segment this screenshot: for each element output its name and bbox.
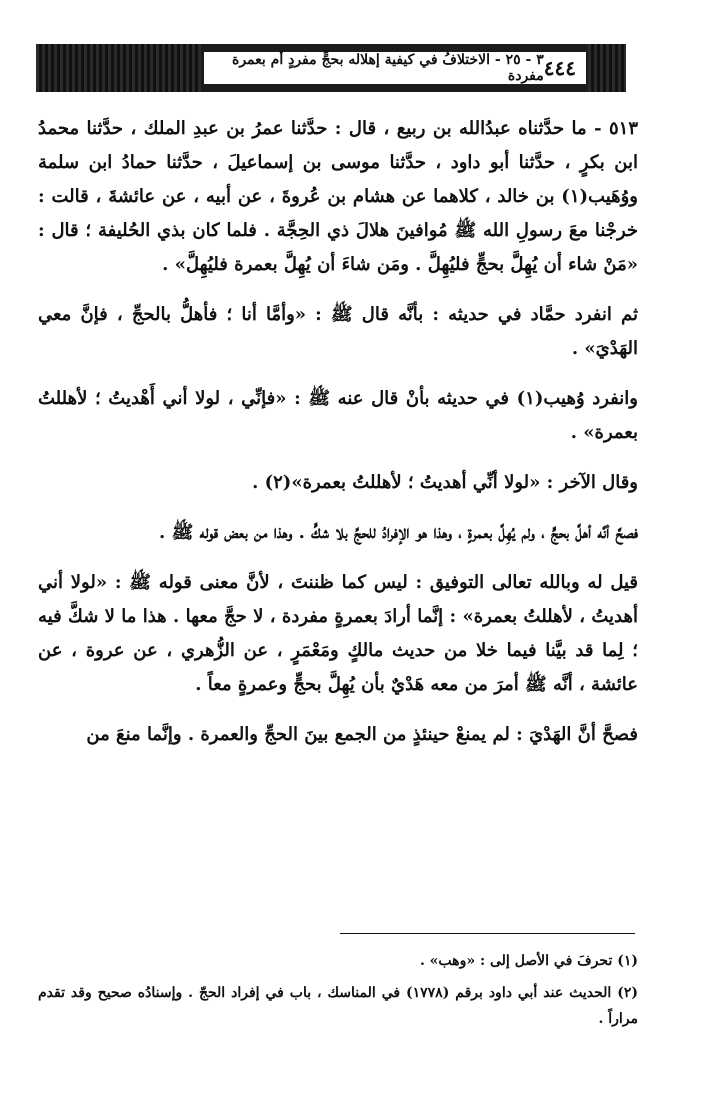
footnote-2: (٢) الحديث عند أبي داود برقم (١٧٧٨) في المناسك ، باب في إفراد الحجّ . وإسنادُه صحيح وقد تقدم مراراً . bbox=[38, 985, 639, 1027]
footnote-1: (١) تحرفَ في الأصل إلى : «وهب» . bbox=[419, 953, 638, 969]
running-title: ٣ - ٢٥ - الاختلافُ في كيفية إهلاله بحجٍّ مفردٍ أم بعمرة مفردة bbox=[231, 52, 544, 84]
paragraph-wuhayb: وانفرد وُهيب(١) في حديثه بأنْ قال عنه ﷺ : «فإنِّي ، لولا أني أَهْديتُ ؛ لأهللتُ بعمرة» . bbox=[38, 388, 638, 443]
header-texture-right bbox=[588, 44, 626, 92]
main-text bbox=[38, 112, 638, 768]
paragraph-conclusion: فصحَّ أنَّه أهلَّ بحجٍّ ، ولم يُهِلَّ بعمرةٍ ، وهذا هو الإفرادُ للحجِّ بلا شكٍّ . وهذا من بعض قوله ﷺ . bbox=[159, 522, 638, 543]
paragraph-other: وقال الآخر : «لولا أنِّي أهديتُ ؛ لأهللتُ بعمرة»(٢) . bbox=[252, 472, 638, 493]
header-texture-left bbox=[36, 44, 201, 92]
header-band bbox=[204, 52, 586, 84]
paragraph-hadith-513: ٥١٣ - ما حدَّثناه عبدُالله بن ربيع ، قال : حدَّثنا عمرُ بن عبدِ الملك ، حدَّثنا محمدُ ابن بكرٍ ، حدَّثنا أبو داود ، حدَّثنا موسى بن إسماعيلَ ، حدَّثنا حمادُ ابن سلمة ووُهَيب(١) بن خالد ، كلاهما عن هشام بن عُروةَ ، عن أبيه ، عن عائشةَ ، قالت : خرجْنا معَ رسولِ الله ﷺ مُوافينَ هلالَ ذي الحِجَّة . فلما كان بذي الحُليفة ؛ قال : «مَنْ شاء أن يُهِلَّ بحجٍّ فليُهِلَّ . ومَن شاءَ أن يُهِلَّ بعمرة فليُهِلَّ» . bbox=[38, 118, 638, 275]
footnote-divider bbox=[340, 933, 635, 934]
footnotes bbox=[38, 948, 638, 1038]
paragraph-hammad: ثم انفرد حمَّاد في حديثه : بأنَّه قال ﷺ : «وأمَّا أنا ؛ فأهلُّ بالحجِّ ، فإنَّ معي الهَدْيَ» . bbox=[38, 304, 638, 359]
paragraph-continuation: فصحَّ أنَّ الهَدْيَ : لم يمنعْ حينئذٍ من الجمع بينَ الحجِّ والعمرة . وإنَّما منعَ من bbox=[86, 724, 638, 745]
running-header bbox=[36, 44, 626, 92]
paragraph-reply: قيل له وبالله تعالى التوفيق : ليس كما ظننتَ ، لأنَّ معنى قوله ﷺ : «لولا أني أهديتُ ، لأهللتُ بعمرة» : إنَّما أرادَ بعمرةٍ مفردة ، لا حجَّ معها . هذا ما لا شكَّ فيه ؛ لِما قد بيَّنا فيما خلا من حديث مالكٍ ومَعْمَرٍ ، عن الزُّهري ، عن عروة ، عن عائشة ، أنَّه ﷺ أمرَ من معه هَدْيٌ بأن يُهِلَّ بحجٍّ وعمرةٍ معاً . bbox=[38, 572, 638, 695]
page-number: ٤٤٤ bbox=[543, 56, 576, 80]
